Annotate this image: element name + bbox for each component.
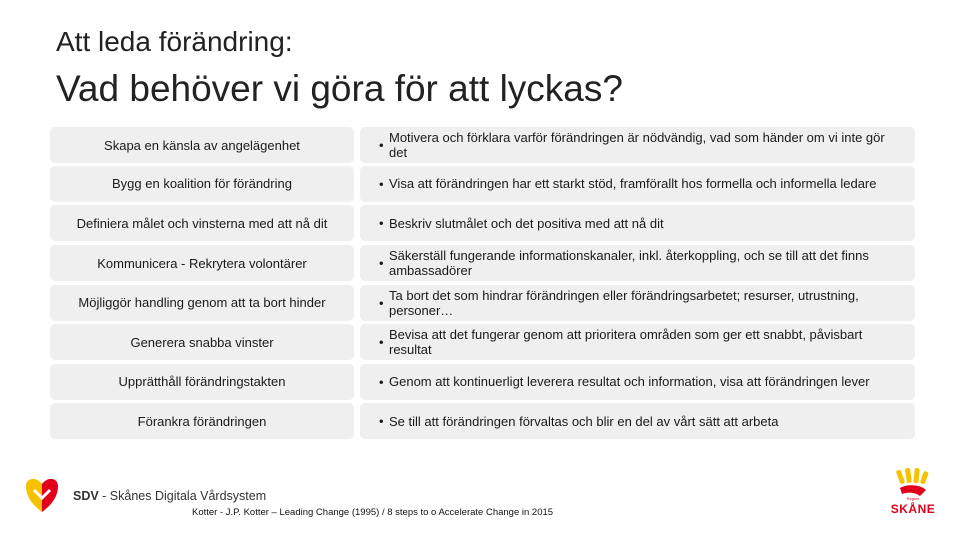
step-label: Möjliggör handling genom att ta bort hinder	[50, 285, 354, 321]
region-label: Region	[906, 496, 920, 501]
step-description-text: Se till att förändringen förvaltas och blir en del av vårt sätt att arbeta	[389, 413, 779, 429]
step-label: Förankra förändringen	[50, 403, 354, 439]
step-label: Kommunicera - Rekrytera volontärer	[50, 245, 354, 281]
step-row	[50, 245, 915, 281]
step-description-text: Beskriv slutmålet och det positiva med att nå dit	[389, 215, 664, 231]
step-description	[360, 245, 915, 281]
step-description-text: Säkerställ fungerande informationskanaler, inkl. återkoppling, och se till att det finns ambassadörer	[389, 248, 869, 278]
step-label: Skapa en känsla av angelägenhet	[50, 127, 354, 163]
bullet-marker: •	[379, 413, 384, 429]
step-description	[360, 205, 915, 241]
step-label: Definiera målet och vinsterna med att nå dit	[50, 205, 354, 241]
step-row	[50, 403, 915, 439]
skane-label: SKÅNE	[890, 502, 936, 516]
step-description	[360, 364, 915, 400]
slide-title: Vad behöver vi göra för att lyckas?	[56, 68, 623, 109]
step-row	[50, 324, 915, 360]
bullet-marker: •	[379, 374, 384, 389]
bullet-marker: •	[379, 176, 384, 191]
step-row	[50, 285, 915, 321]
step-row	[50, 127, 915, 163]
step-row	[50, 166, 915, 202]
brand-name-bold: SDV	[73, 489, 99, 503]
step-description-text: Visa att förändringen har ett starkt stöd, framförallt hos formella och informella ledare	[389, 176, 877, 191]
bullet-marker: •	[379, 255, 384, 271]
step-row	[50, 364, 915, 400]
step-description-text: Ta bort det som hindrar förändringen eller förändringsarbetet; resurser, utrustning, personer…	[389, 287, 859, 318]
step-description	[360, 127, 915, 163]
bullet-marker: •	[379, 334, 384, 350]
step-description	[360, 324, 915, 360]
step-label: Upprätthåll förändringstakten	[50, 364, 354, 400]
step-label: Bygg en koalition för förändring	[50, 166, 354, 202]
sdv-heart-logo-icon	[20, 472, 64, 516]
step-label: Generera snabba vinster	[50, 324, 354, 360]
source-citation: Kotter - J.P. Kotter – Leading Change (1995) / 8 steps to o Accelerate Change in 2015	[192, 507, 554, 518]
bullet-marker: •	[379, 295, 384, 310]
brand-name	[73, 489, 266, 503]
brand-name-rest: - Skånes Digitala Vårdsystem	[98, 489, 267, 503]
step-row	[50, 205, 915, 241]
slide-subtitle: Att leda förändring:	[56, 26, 293, 57]
step-description-text: Motivera och förklara varför förändringen är nödvändig, vad som händer om vi inte gör det	[389, 130, 885, 160]
step-description-text: Bevisa att det fungerar genom att prioritera områden som ger ett snabbt, påvisbart resultat	[389, 327, 863, 357]
step-description	[360, 403, 915, 439]
step-description	[360, 285, 915, 321]
step-description-text: Genom att kontinuerligt leverera resultat och information, visa att förändringen lever	[389, 374, 870, 389]
bullet-marker: •	[379, 215, 384, 231]
bullet-marker: •	[379, 137, 384, 153]
step-description	[360, 166, 915, 202]
